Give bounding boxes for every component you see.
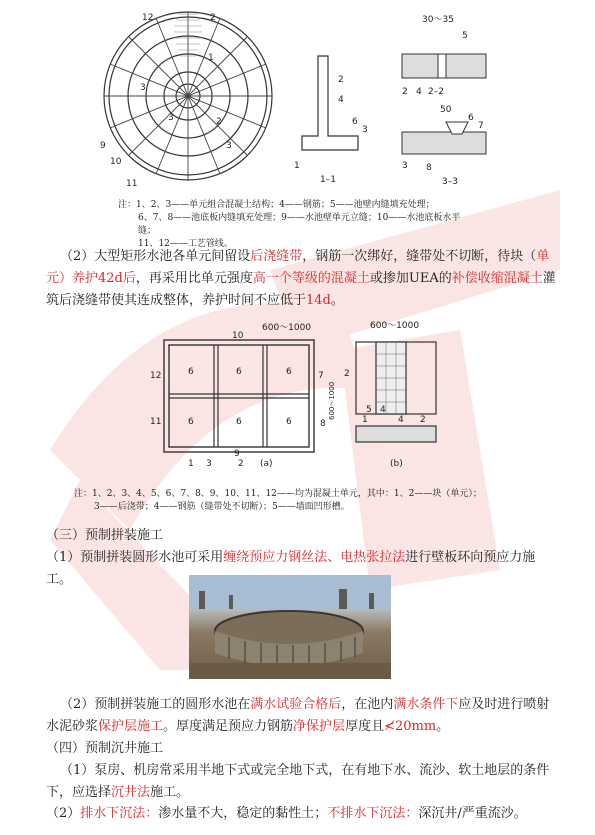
fig2-label-8: 8 [320,419,326,429]
note1-line-3: 11、12——工艺管线。 [138,239,233,249]
fig1-wall-label-3: 3 [362,125,368,135]
note-fig2 [74,488,574,514]
note1-line-1: 注：1、2、3——单元组合混凝土结构；4——钢筋；5——池壁内缝填充处理； [118,200,435,210]
fig2b-label-5: 5 [366,405,372,415]
fig1-label-2b: 2 [216,117,222,127]
fig1-label-3a: 3 [168,113,174,123]
fig2-cell-3: 6 [286,367,292,377]
fig2b-label-4b: 4 [398,415,404,425]
fig2b-label-4: 4 [380,405,386,415]
figure-circular-tank [96,8,506,196]
fig1-wall-label-6: 6 [352,117,358,127]
fig2-label-3: 3 [206,459,212,469]
fig2-label-9: 9 [234,449,240,459]
fig1-s22-label-4: 4 [416,87,422,97]
para-precast-1: （1）预制拼装圆形水池可采用缠绕预应力钢丝法、电热张拉法进行壁板环向预应力施工。 [46,550,536,587]
fig1-s33-label-7: 7 [478,121,484,131]
fig1-label-10: 10 [110,157,122,167]
note1-line-2: 6、7、8——池底板内缝填充处理；9——水池壁单元立缝；10——水池底板水平缝； [138,213,461,236]
fig2-side-dim: 600～1000 [328,381,336,420]
heading-caisson: （四）预制沉井施工 [46,741,164,756]
fig2-caption-a: (a) [260,459,273,469]
fig2-dim-top: 600～1000 [262,323,312,333]
fig1-s33-label-8: 8 [426,163,432,173]
fig1-wall-label-2: 2 [338,75,344,85]
para-rect-tank: （2）大型矩形水池各单元间留设后浇缝带，钢筋一次绑好，缝带处不切断，待块（单元）养护42d后，再采用比单元强度高一个等级的混凝土或掺加UEA的补偿收缩混凝土灌筑后浇缝带使其连成整体，养护时间不应低于14d。 [46,249,556,308]
fig2-label-12: 12 [150,371,162,381]
fig1-wall-label-4: 4 [338,95,344,105]
note2-line-2: 3——后浇带；4——钢筋（缝带处不切断）；5——墙面凹形槽。 [94,502,350,512]
heading-precast: （三）预制拼装施工 [46,528,164,543]
fig2b-label-2b: 2 [420,415,426,425]
fig1-s22-caption: 2–2 [428,87,444,97]
fig1-label-3b: 3 [140,83,146,93]
fig2-label-1: 1 [188,459,194,469]
fig2b-label-2: 2 [344,369,350,379]
fig2b-dim: 600～1000 [370,321,420,331]
para-precast-2: （2）预制拼装施工的圆形水池在满水试验合格后，在池内满水条件下应及时进行喷射水泥砂浆保护层施工。厚度满足预应力钢筋净保护层厚度且≮20mm。 [46,697,550,734]
fig2-cell-4: 6 [188,417,194,427]
fig2b-caption: (b) [390,459,403,469]
fig1-wall-label-1: 1 [294,161,300,171]
fig1-s33-caption: 3–3 [442,177,458,187]
fig1-s33-label-3: 3 [402,161,408,171]
fig1-label-1: 1 [208,53,214,63]
fig1-label-2a: 2 [210,13,216,23]
fig1-s22-label-5: 5 [462,31,468,41]
fig2b-label-1: 1 [362,415,368,425]
fig2-label-2: 2 [238,459,244,469]
fig1-label-3c: 3 [226,141,232,151]
fig2-label-10: 10 [232,331,244,341]
fig2-cell-5: 6 [236,417,242,427]
fig1-s22-dim: 30～35 [422,15,454,25]
fig2-cell-2: 6 [236,367,242,377]
fig2-cell-1: 6 [188,367,194,377]
circular-tank-photo [189,575,391,679]
figure-rect-tank [148,320,448,470]
para-caisson-2: （2）排水下沉法：渗水量不大，稳定的黏性土；不排水下沉法：深沉井/严重流沙。 [46,806,527,821]
fig1-label-12: 12 [142,13,154,23]
fig1-s33-dim: 50 [440,105,452,115]
para-caisson-1: （1）泵房、机房常采用半地下式或完全地下式，在有地下水、流沙、软土地层的条件下，应选择沉井法施工。 [46,763,550,800]
note-fig1 [118,199,478,251]
fig1-s33-label-6: 6 [468,113,474,123]
fig1-s22-label-2: 2 [402,87,408,97]
fig1-label-11: 11 [126,179,138,189]
fig2-cell-6: 6 [286,417,292,427]
fig1-wall-caption: 1–1 [320,175,336,185]
fig2-label-7: 7 [318,371,324,381]
note2-line-1: 注：1、2、3、4、5、6、7、8、9、10、11、12——均为混凝土单元，其中：1、2——块（单元）； [74,489,482,499]
fig2-label-11: 11 [150,417,162,427]
photo-drawing [189,575,391,679]
fig1-label-9: 9 [100,141,106,151]
